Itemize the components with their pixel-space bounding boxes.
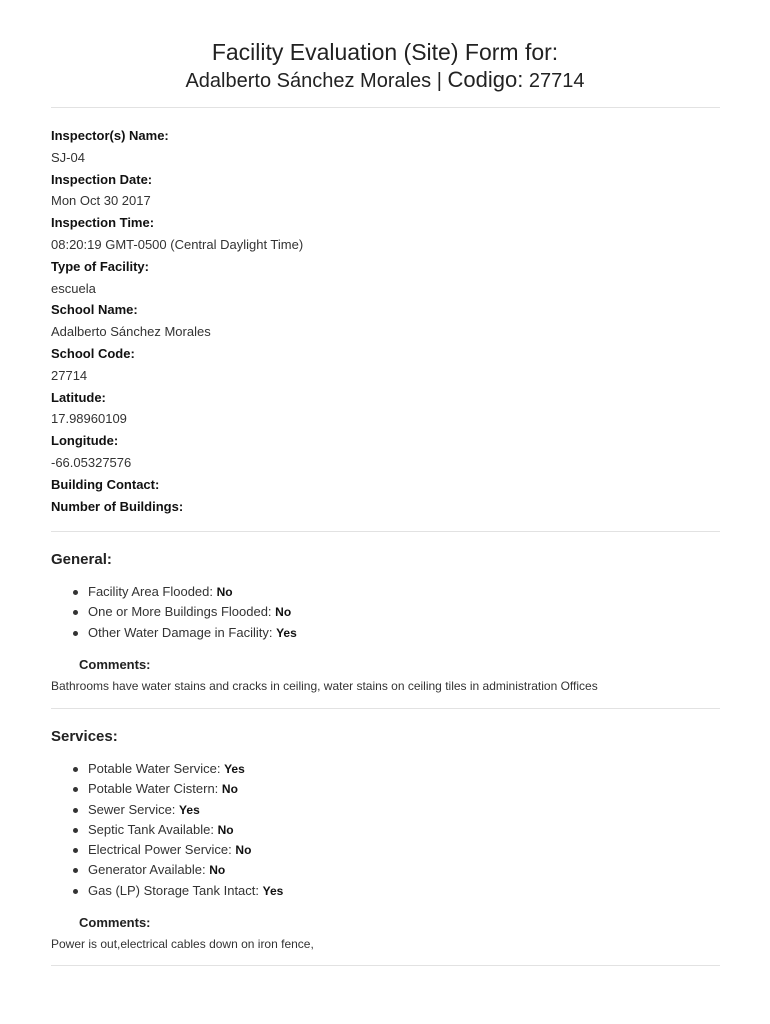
item-label: Potable Water Service: xyxy=(88,761,221,776)
bullet xyxy=(73,787,78,792)
latitude-label: Latitude: xyxy=(51,389,106,405)
title-separator: | xyxy=(431,70,448,92)
list-item xyxy=(51,800,720,820)
inspector-name-value: SJ-04 xyxy=(51,149,85,165)
section-title-general: General: xyxy=(51,551,112,568)
page-title: Facility Evaluation (Site) Form for: xyxy=(211,39,559,65)
item-label: Other Water Damage in Facility: xyxy=(88,624,273,640)
code-label: Codigo: xyxy=(447,67,524,92)
bullet xyxy=(73,590,78,595)
list-item xyxy=(51,820,720,840)
list-item xyxy=(51,623,720,643)
school-code-value: 27714 xyxy=(51,367,88,383)
item-label: Septic Tank Available: xyxy=(88,821,214,837)
item-answer: Yes xyxy=(276,625,297,640)
page-header xyxy=(0,38,770,95)
divider xyxy=(51,708,720,709)
facility-type-label: Type of Facility: xyxy=(51,258,149,274)
bullet xyxy=(73,610,78,615)
longitude-value: -66.05327576 xyxy=(51,454,132,470)
list-item xyxy=(51,779,720,799)
item-answer: No xyxy=(221,782,238,797)
item-label: One or More Buildings Flooded: xyxy=(88,604,272,620)
list-item xyxy=(51,582,720,602)
comments-label: Comments: xyxy=(79,915,151,931)
item-answer: Yes xyxy=(224,762,245,776)
services-list xyxy=(51,759,720,901)
comments-text: Power is out,electrical cables down on iron fence, xyxy=(51,937,314,952)
item-label: Potable Water Cistern: xyxy=(88,781,219,797)
latitude-value: 17.98960109 xyxy=(51,411,127,427)
comments-label: Comments: xyxy=(79,656,151,672)
inspection-time-label: Inspection Time: xyxy=(51,215,155,231)
bullet xyxy=(73,889,78,894)
list-item xyxy=(51,860,720,880)
item-answer: No xyxy=(209,863,226,878)
facility-type-value: escuela xyxy=(51,280,96,296)
divider xyxy=(51,965,720,966)
comments-text: Bathrooms have water stains and cracks in ceiling, water stains on ceiling tiles in administration Offices xyxy=(51,678,598,693)
inspection-date-value: Mon Oct 30 2017 xyxy=(51,193,151,209)
general-section xyxy=(51,551,720,694)
list-item xyxy=(51,759,720,779)
item-label: Electrical Power Service: xyxy=(88,842,232,858)
inspection-time-value: 08:20:19 GMT-0500 (Central Daylight Time) xyxy=(51,236,304,252)
building-contact-label: Building Contact: xyxy=(51,476,160,492)
item-label: Sewer Service: xyxy=(88,801,176,817)
item-answer: Yes xyxy=(179,802,200,817)
bullet xyxy=(73,848,78,853)
bullet xyxy=(73,868,78,873)
code-value: 27714 xyxy=(528,70,585,92)
bullet xyxy=(73,631,78,636)
item-answer: No xyxy=(275,605,292,620)
services-section xyxy=(51,728,720,952)
inspection-date-label: Inspection Date: xyxy=(51,171,153,187)
bullet xyxy=(73,828,78,833)
item-answer: No xyxy=(216,585,233,599)
school-code-label: School Code: xyxy=(51,345,135,361)
item-answer: Yes xyxy=(262,883,284,898)
divider xyxy=(51,107,720,108)
info-block xyxy=(51,125,720,517)
school-name-label: School Name: xyxy=(51,302,138,318)
inspector-name-label: Inspector(s) Name: xyxy=(51,128,169,143)
general-list xyxy=(51,582,720,643)
school-name-value: Adalberto Sánchez Morales xyxy=(51,324,211,340)
item-label: Gas (LP) Storage Tank Intact: xyxy=(88,882,260,898)
page-subtitle xyxy=(0,66,770,95)
school-name-heading: Adalberto Sánchez Morales xyxy=(185,70,432,92)
section-title-services: Services: xyxy=(51,728,118,745)
list-item xyxy=(51,602,720,622)
bullet xyxy=(73,808,78,813)
item-label: Facility Area Flooded: xyxy=(88,584,214,599)
bullet xyxy=(73,767,78,772)
list-item xyxy=(51,881,720,901)
number-of-buildings-label: Number of Buildings: xyxy=(51,498,184,514)
item-answer: No xyxy=(217,822,234,837)
list-item xyxy=(51,840,720,860)
item-label: Generator Available: xyxy=(88,862,206,878)
longitude-label: Longitude: xyxy=(51,433,119,449)
divider xyxy=(51,531,720,532)
item-answer: No xyxy=(235,843,252,858)
